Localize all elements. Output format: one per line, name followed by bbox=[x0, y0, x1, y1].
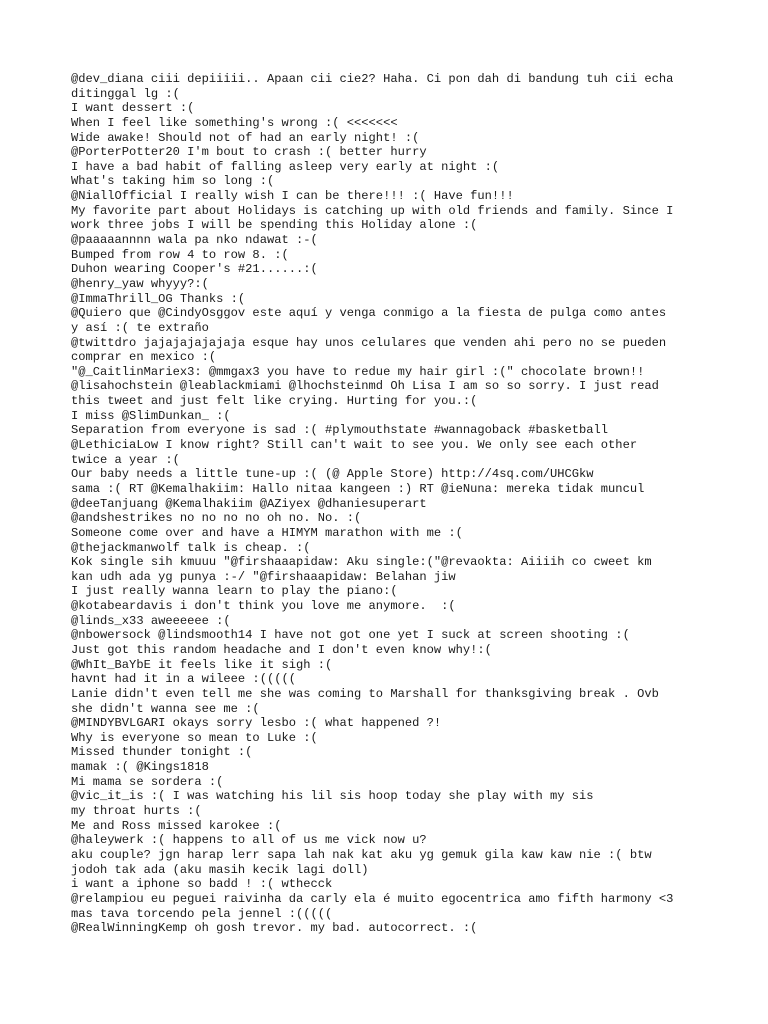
text-line: @andshestrikes no no no no oh no. No. :( bbox=[71, 511, 362, 526]
text-line: Mi mama se sordera :( bbox=[71, 774, 224, 789]
text-line: Wide awake! Should not of had an early night! :( bbox=[71, 130, 420, 145]
text-line: work three jobs I will be spending this Holiday alone :( bbox=[71, 218, 478, 233]
text-line: Missed thunder tonight :( bbox=[71, 745, 253, 760]
text-line: my throat hurts :( bbox=[71, 804, 202, 819]
text-line: @LethiciaLow I know right? Still can't wait to see you. We only see each other bbox=[71, 438, 638, 453]
text-line: @paaaaannnn wala pa nko ndawat :-( bbox=[71, 233, 318, 248]
text-line: @nbowersock @lindsmooth14 I have not got one yet I suck at screen shooting :( bbox=[71, 628, 630, 643]
text-line: When I feel like something's wrong :( <<<<<<< bbox=[71, 115, 398, 130]
text-line: this tweet and just felt like crying. Hurting for you.:( bbox=[71, 394, 478, 409]
text-line: @kotabeardavis i don't think you love me anymore. :( bbox=[71, 599, 456, 614]
text-line: What's taking him so long :( bbox=[71, 174, 275, 189]
text-line: Someone come over and have a HIMYM marathon with me :( bbox=[71, 525, 463, 540]
text-line: Lanie didn't even tell me she was coming to Marshall for thanksgiving break . Ovb bbox=[71, 686, 659, 701]
tweet-text-body bbox=[71, 72, 711, 936]
text-line: aku couple? jgn harap lerr sapa lah nak kat aku yg gemuk gila kaw kaw nie :( btw bbox=[71, 847, 652, 862]
text-line: Our baby needs a little tune-up :( (@ Apple Store) http://4sq.com/UHCGkw bbox=[71, 467, 594, 482]
text-line: Why is everyone so mean to Luke :( bbox=[71, 730, 318, 745]
text-line: @dev_diana ciii depiiiii.. Apaan cii cie2? Haha. Ci pon dah di bandung tuh cii echa bbox=[71, 72, 674, 86]
text-line: Kok single sih kmuuu "@firshaaapidaw: Aku single:("@revaokta: Aiiiih co cweet km bbox=[71, 555, 652, 570]
text-line: Just got this random headache and I don't even know why!:( bbox=[71, 642, 492, 657]
text-line: Separation from everyone is sad :( #plymouthstate #wannagoback #basketball bbox=[71, 423, 609, 438]
text-line: havnt had it in a wileee :((((( bbox=[71, 672, 296, 687]
text-line: @WhIt_BaYbE it feels like it sigh :( bbox=[71, 657, 333, 672]
text-line: I just really wanna learn to play the piano:( bbox=[71, 584, 398, 599]
text-line: mamak :( @Kings1818 bbox=[71, 760, 209, 775]
text-line: @Quiero que @CindyOsggov este aquí y venga conmigo a la fiesta de pulga como antes bbox=[71, 306, 667, 321]
text-line: "@_CaitlinMariex3: @mmgax3 you have to redue my hair girl :(" chocolate brown!! bbox=[71, 364, 645, 379]
text-line: @twittdro jajajajajajaja esque hay unos celulares que venden ahi pero no se pueden bbox=[71, 335, 667, 350]
text-line: My favorite part about Holidays is catching up with old friends and family. Since I bbox=[71, 203, 674, 218]
text-line: @vic_it_is :( I was watching his lil sis hoop today she play with my sis bbox=[71, 789, 594, 804]
text-line: jodoh tak ada (aku masih kecik lagi doll) bbox=[71, 862, 369, 877]
text-line: @RealWinningKemp oh gosh trevor. my bad. autocorrect. :( bbox=[71, 921, 478, 936]
text-line: I have a bad habit of falling asleep very early at night :( bbox=[71, 159, 500, 174]
text-line: ditinggal lg :( bbox=[71, 86, 180, 101]
text-line: @deeTanjuang @Kemalhakiim @AZiyex @dhaniesuperart bbox=[71, 496, 427, 511]
text-line: kan udh ada yg punya :-/ "@firshaaapidaw: Belahan jiw bbox=[71, 569, 456, 584]
text-line: @henry_yaw whyyy?:( bbox=[71, 276, 209, 291]
text-line: Duhon wearing Cooper's #21......:( bbox=[71, 262, 318, 277]
text-line: comprar en mexico :( bbox=[71, 350, 217, 365]
text-line: sama :( RT @Kemalhakiim: Hallo nitaa kangeen :) RT @ieNuna: mereka tidak muncul bbox=[71, 481, 645, 496]
text-line: @thejackmanwolf talk is cheap. :( bbox=[71, 540, 311, 555]
text-line: @lisahochstein @leablackmiami @lhochsteinmd Oh Lisa I am so so sorry. I just read bbox=[71, 379, 659, 394]
text-line: Me and Ross missed karokee :( bbox=[71, 818, 282, 833]
text-line: @ImmaThrill_OG Thanks :( bbox=[71, 291, 246, 306]
text-line: @MINDYBVLGARI okays sorry lesbo :( what happened ?! bbox=[71, 716, 442, 731]
text-line: @NiallOfficial I really wish I can be there!!! :( Have fun!!! bbox=[71, 189, 514, 204]
text-line: y así :( te extraño bbox=[71, 320, 209, 335]
text-line: Bumped from row 4 to row 8. :( bbox=[71, 247, 289, 262]
text-line: twice a year :( bbox=[71, 452, 180, 467]
text-line: I want dessert :( bbox=[71, 101, 195, 116]
text-line: mas tava torcendo pela jennel :((((( bbox=[71, 906, 333, 921]
text-line: @PorterPotter20 I'm bout to crash :( better hurry bbox=[71, 145, 427, 160]
text-line: @relampiou eu peguei raivinha da carly ela é muito egocentrica amo fifth harmony <3 bbox=[71, 891, 674, 906]
text-line: she didn't wanna see me :( bbox=[71, 701, 260, 716]
text-line: @haleywerk :( happens to all of us me vick now u? bbox=[71, 833, 427, 848]
text-line: @linds_x33 aweeeeee :( bbox=[71, 613, 231, 628]
text-line: i want a iphone so badd ! :( wthecck bbox=[71, 877, 333, 892]
text-line: I miss @SlimDunkan_ :( bbox=[71, 408, 231, 423]
